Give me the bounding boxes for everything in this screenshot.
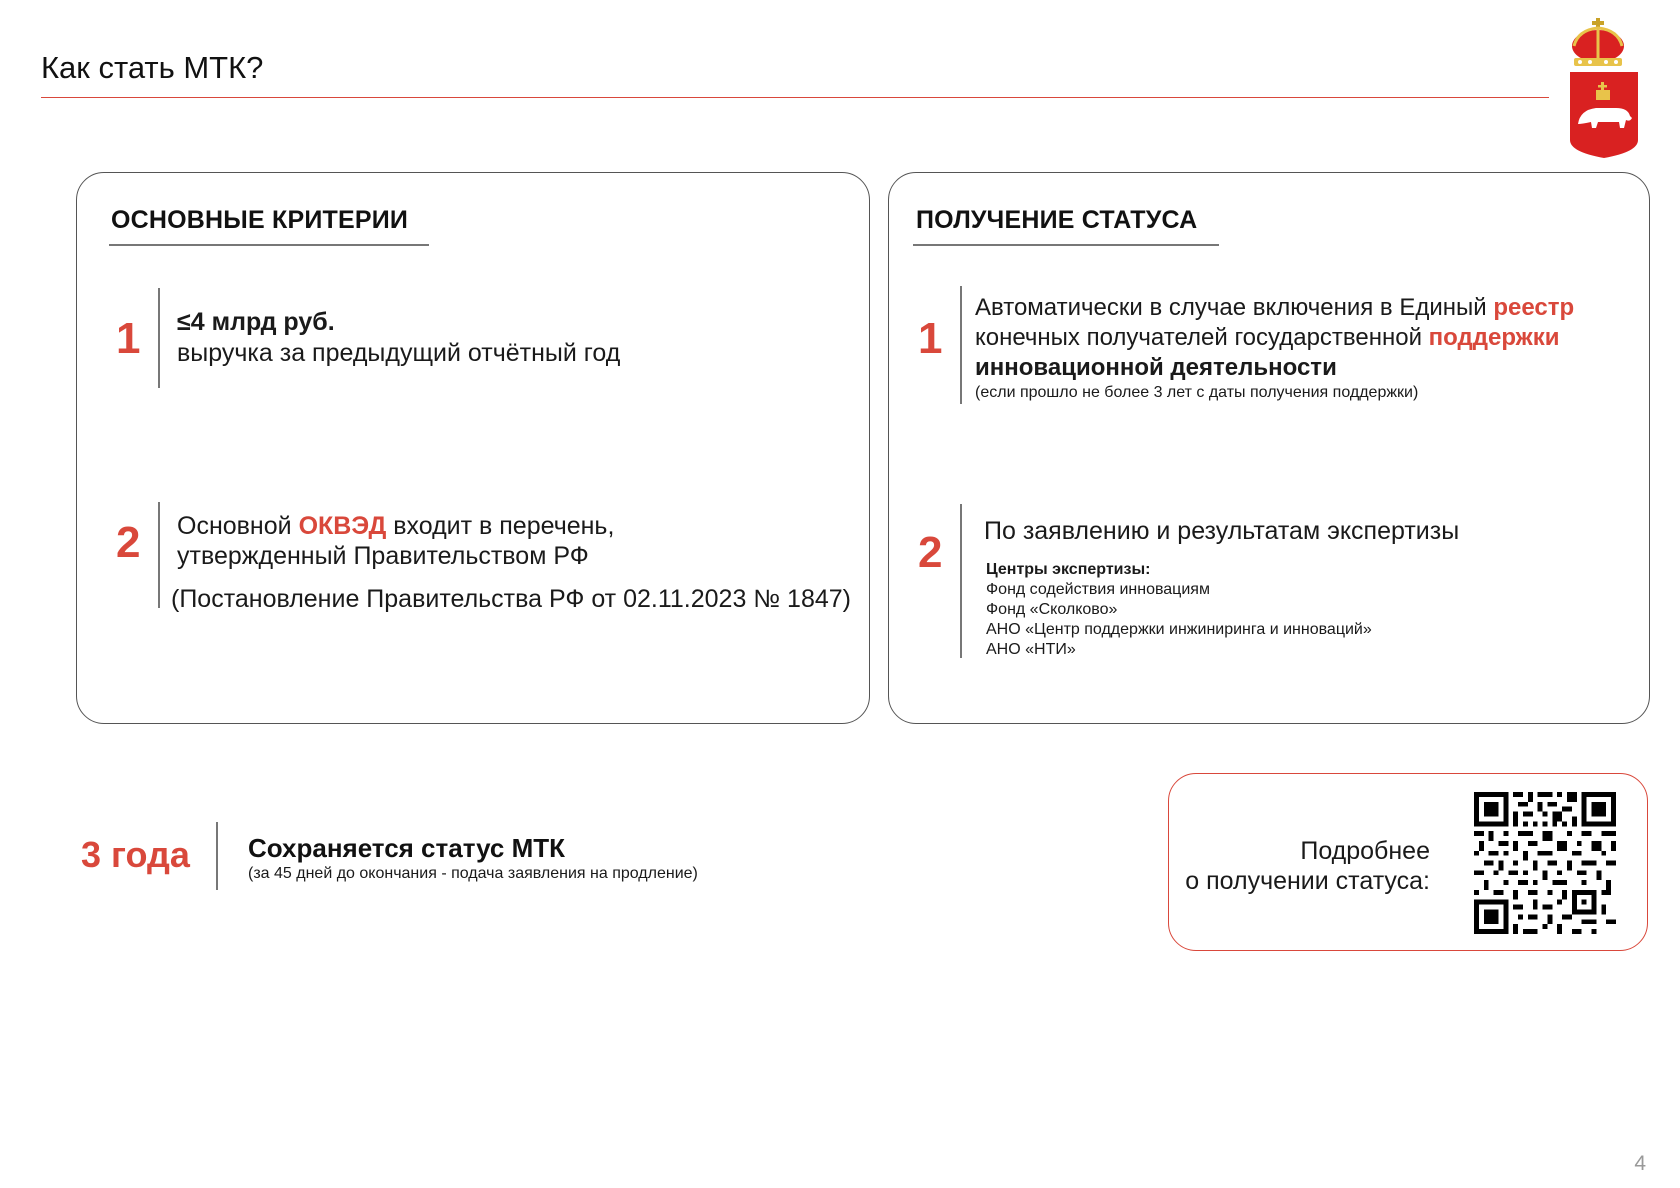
expertise-center-item: АНО «Центр поддержки инжиниринга и инноваций» xyxy=(986,621,1372,638)
criteria-item2-number: 2 xyxy=(116,518,141,567)
criteria-item2-divider xyxy=(158,502,160,608)
criteria-item2-note: (Постановление Правительства РФ от 02.11.2023 № 1847) xyxy=(171,585,851,613)
status-item1-part2: конечных получателей государственной xyxy=(975,324,1429,351)
expertise-center-item: Фонд содействия инновациям xyxy=(986,581,1210,598)
more-info-line1: Подробнее xyxy=(1300,837,1430,865)
okved-highlight: ОКВЭД xyxy=(298,512,387,540)
status-item2-divider xyxy=(960,504,962,658)
expertise-center-item: АНО «НТИ» xyxy=(986,641,1076,658)
criteria-heading-rule xyxy=(109,244,429,246)
criteria-card xyxy=(76,172,870,724)
more-info-line2: о получении статуса: xyxy=(1185,867,1430,895)
page-title: Как стать МТК? xyxy=(41,50,264,85)
status-item2-number: 2 xyxy=(918,528,943,577)
status-item1-line1 xyxy=(975,292,1574,323)
registry-highlight: реестр xyxy=(1493,294,1575,321)
criteria-item2-prefix: Основной xyxy=(177,512,299,540)
status-item2-text: По заявлению и результатам экспертизы xyxy=(984,517,1460,545)
criteria-heading: ОСНОВНЫЕ КРИТЕРИИ xyxy=(111,206,409,234)
duration-divider xyxy=(216,822,218,890)
page-number: 4 xyxy=(1634,1152,1646,1175)
perm-krai-emblem xyxy=(1568,12,1640,167)
status-item1-note: (если прошло не более 3 лет с даты получения поддержки) xyxy=(975,384,1419,401)
status-heading-rule xyxy=(913,244,1219,246)
expertise-centers-label: Центры экспертизы: xyxy=(986,561,1151,578)
criteria-item2-line1 xyxy=(177,511,614,542)
duration-title: Сохраняется статус МТК xyxy=(248,833,565,863)
criteria-item1-number: 1 xyxy=(116,314,141,363)
criteria-item1-text: выручка за предыдущий отчётный год xyxy=(177,339,621,367)
duration-note: (за 45 дней до окончания - подача заявления на продление) xyxy=(248,865,698,882)
status-item1-number: 1 xyxy=(918,314,943,363)
criteria-item2-suffix: входит в перечень, xyxy=(386,512,615,540)
status-item1-part1: Автоматически в случае включения в Единый xyxy=(975,294,1494,321)
status-heading: ПОЛУЧЕНИЕ СТАТУСА xyxy=(916,206,1198,234)
expertise-center-item: Фонд «Сколково» xyxy=(986,601,1118,618)
title-divider xyxy=(41,97,1549,98)
duration-value: 3 года xyxy=(81,834,190,875)
support-highlight: поддержки xyxy=(1428,324,1560,351)
criteria-item1-highlight: ≤4 млрд руб. xyxy=(177,308,335,336)
criteria-item2-line2: утвержденный Правительством РФ xyxy=(177,542,589,570)
innovation-highlight: инновационной деятельности xyxy=(975,354,1337,381)
status-item1-divider xyxy=(960,286,962,404)
status-item1-line2 xyxy=(975,322,1559,353)
criteria-item1-divider xyxy=(158,288,160,388)
qr-code[interactable] xyxy=(1474,792,1616,939)
